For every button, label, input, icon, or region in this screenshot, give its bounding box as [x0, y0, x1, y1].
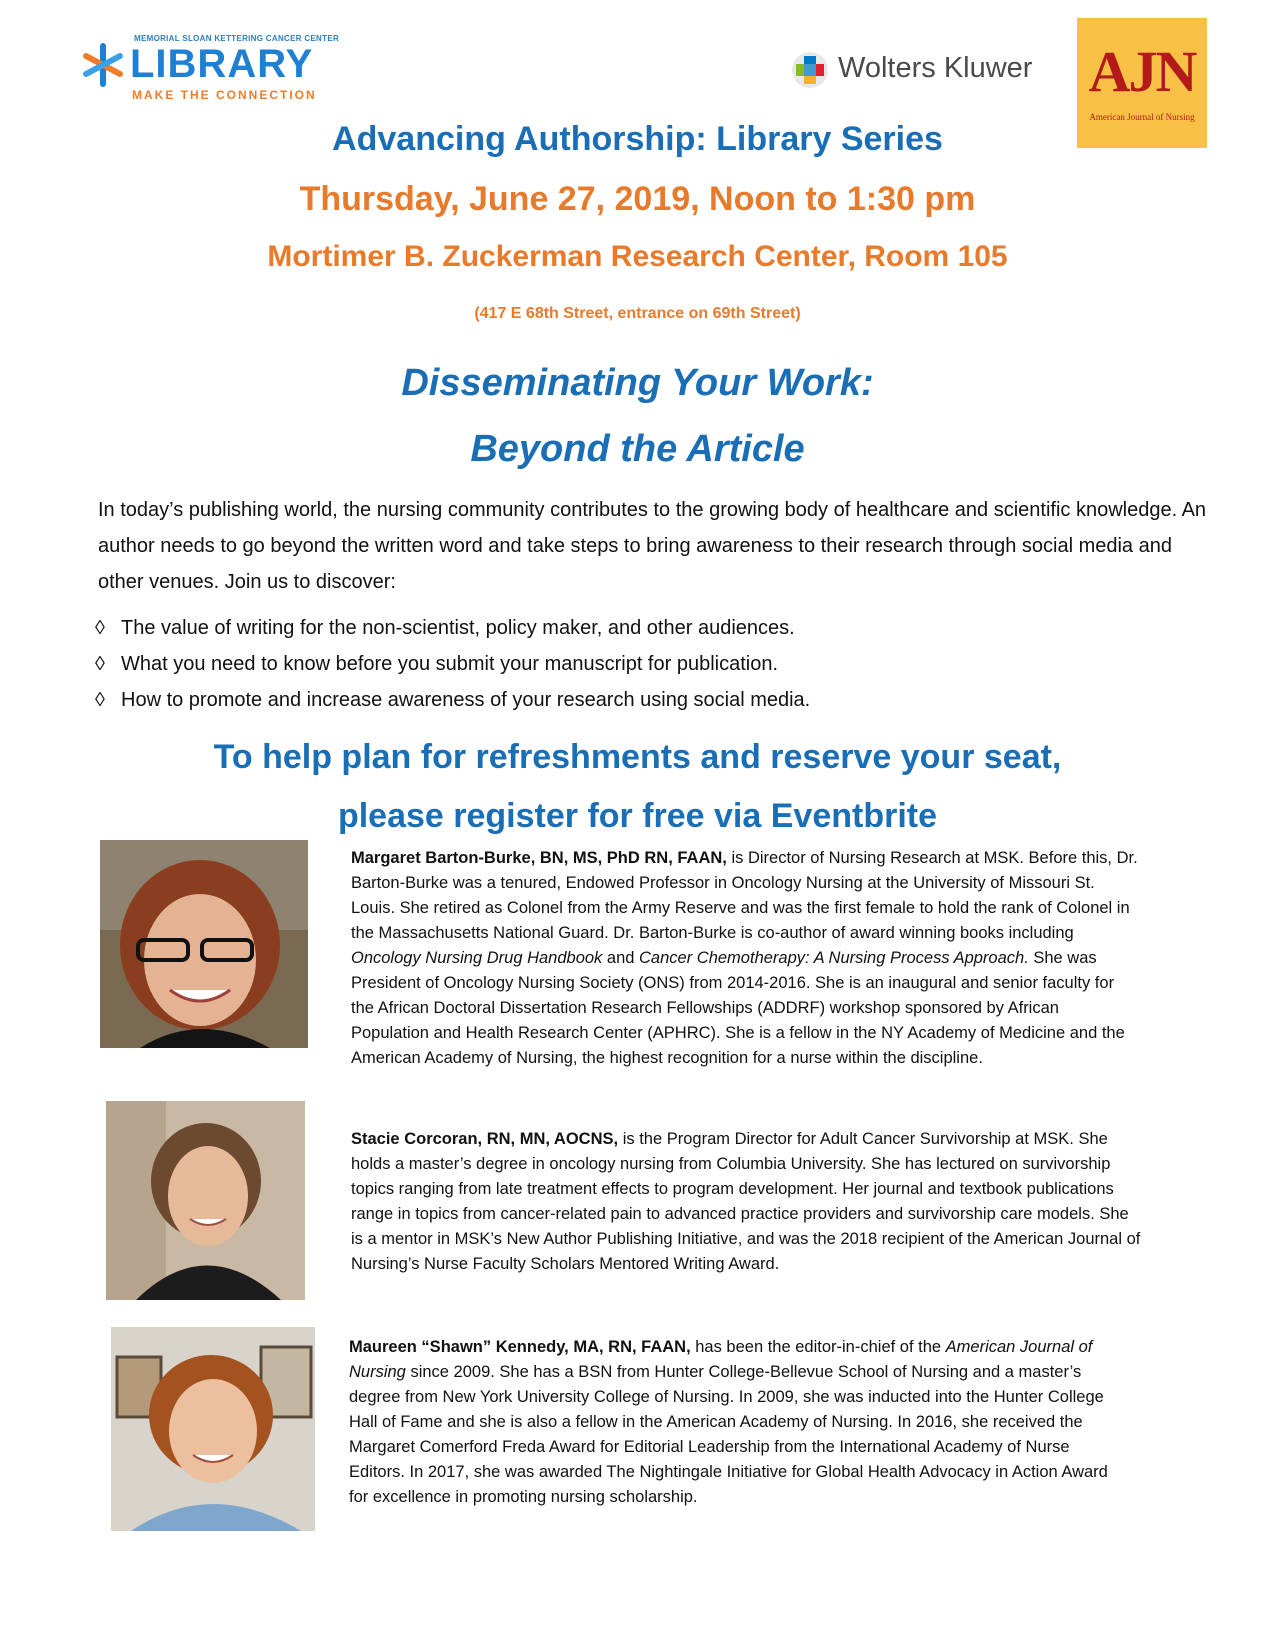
register-line1: To help plan for refreshments and reserve your seat,	[213, 738, 1062, 776]
list-item: ◊ What you need to know before you submit your manuscript for publication.	[95, 646, 810, 682]
msk-tagline: MAKE THE CONNECTION	[132, 88, 317, 102]
star-icon	[80, 42, 126, 88]
speaker-photo-barton-burke	[100, 840, 308, 1048]
bio-corcoran: Stacie Corcoran, RN, MN, AOCNS, is the Program Director for Adult Cancer Survivorship at MSK. She holds a master’s degree in oncology nursing from Columbia University. She has lectured on survivorship topics ranging from late treatment effects to program development. Her journal and textbook publications range in topics from cancer-related pain to advanced practice providers and survivorship care models. She is a mentor in MSK’s New Author Publishing Initiative, and was the 2018 recipient of the American Journal of Nursing’s Nurse Faculty Scholars Mentored Writing Award.	[351, 1130, 1141, 1273]
intro-paragraph: In today’s publishing world, the nursing community contributes to the growing body of healthcare and scientific knowledge. An author needs to go beyond the written word and take steps to bring awareness to their research through social media and other venues. Join us to discover:	[98, 499, 1207, 593]
speaker-photo-kennedy	[111, 1327, 315, 1531]
list-item: ◊ How to promote and increase awareness of your research using social media.	[95, 682, 810, 718]
list-item: ◊ The value of writing for the non-scientist, policy maker, and other audiences.	[95, 610, 810, 646]
event-venue: Mortimer B. Zuckerman Research Center, Room 105	[267, 240, 1008, 273]
msk-library-word: LIBRARY	[130, 42, 314, 86]
bio-kennedy: Maureen “Shawn” Kennedy, MA, RN, FAAN, has been the editor-in-chief of the American Journal of Nursing since 2009. She has a BSN from Hunter College-Bellevue School of Nursing and a master’s degree from New York University College of Nursing. In 2009, she was inducted into the Hunter College Hall of Fame and she is also a fellow in the American Academy of Nursing. In 2016, she received the Margaret Comerford Freda Award for Editorial Leadership from the International Academy of Nurse Editors. In 2017, she was awarded The Nightingale Initiative for Global Health Advocacy in Action Award for excellence in promoting nursing scholarship.	[349, 1338, 1108, 1506]
event-date: Thursday, June 27, 2019, Noon to 1:30 pm	[299, 180, 976, 218]
wolters-kluwer-name: Wolters Kluwer	[838, 52, 1033, 84]
diamond-icon: ◊	[95, 689, 105, 711]
register-line2: please register for free via Eventbrite	[337, 797, 938, 835]
bio-barton-burke: Margaret Barton-Burke, BN, MS, PhD RN, FAAN, is Director of Nursing Research at MSK. Before this, Dr. Barton-Burke was a tenured, Endowed Professor in Oncology Nursing at the University of Missouri St. Louis. She retired as Colonel from the Army Reserve and was the first female to hold the rank of Colonel in the Massachusetts National Guard. Dr. Barton-Burke is co-author of award winning books including Oncology Nursing Drug Handbook and Cancer Chemotherapy: A Nursing Process Approach. She was President of Oncology Nursing Society (ONS) from 2014-2016. She is an inaugural and senior faculty for the African Doctoral Dissertation Research Fellowships (ADDRF) workshop sponsored by African Population and Health Research Center (APHRC). She is a fellow in the NY Academy of Medicine and the American Academy of Nursing, the highest recognition for a nurse within the discipline.	[351, 849, 1138, 1067]
event-address: (417 E 68th Street, entrance on 69th Street)	[474, 305, 801, 322]
session-title-line1: Disseminating Your Work:	[401, 362, 874, 404]
session-title-line2: Beyond the Article	[470, 428, 805, 470]
ajn-subtitle: American Journal of Nursing	[1089, 112, 1195, 122]
msk-library-logo	[80, 30, 350, 110]
wolters-kluwer-logo	[790, 48, 1050, 98]
msk-org-name: MEMORIAL SLOAN KETTERING CANCER CENTER	[134, 34, 340, 43]
ajn-mark: AJN	[1088, 39, 1196, 104]
diamond-icon: ◊	[95, 653, 105, 675]
series-title: Advancing Authorship: Library Series	[332, 120, 943, 158]
diamond-icon: ◊	[95, 617, 105, 639]
discover-list	[95, 610, 810, 718]
speaker-photo-corcoran	[106, 1101, 305, 1300]
wolters-kluwer-icon	[790, 50, 830, 90]
